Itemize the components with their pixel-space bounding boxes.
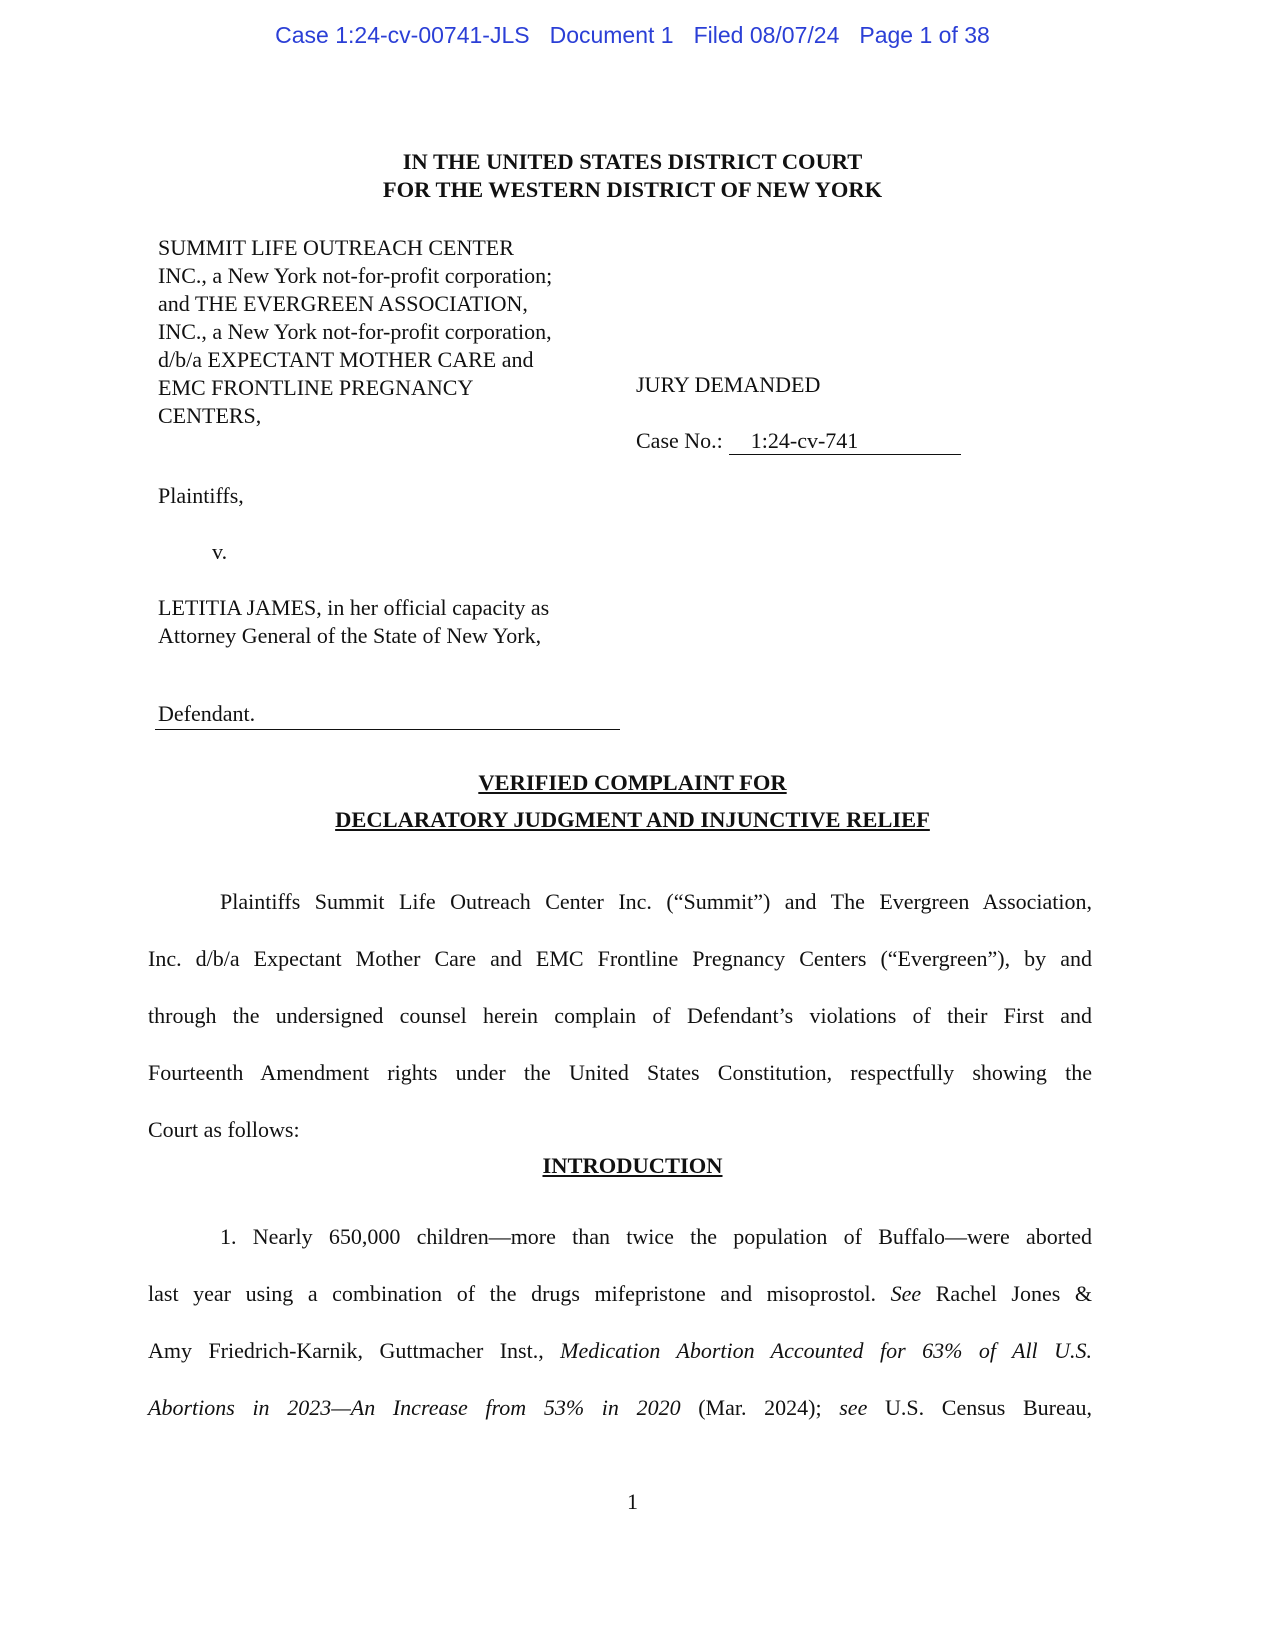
- intro-line: Fourteenth Amendment rights under the United States Constitution, respectfully showing the: [148, 1060, 1092, 1085]
- complaint-title-line1: VERIFIED COMPLAINT FOR: [478, 770, 787, 795]
- plaintiff-caption: [158, 234, 618, 430]
- intro-line: through the undersigned counsel herein complain of Defendant’s violations of their First and: [148, 1003, 1092, 1028]
- ecf-header: [0, 22, 1265, 49]
- plaintiff-line: INC., a New York not-for-profit corporation;: [158, 263, 553, 288]
- header-page-count: Page 1 of 38: [859, 22, 990, 48]
- citation-title: Abortions in 2023—An Increase from 53% in 2020: [148, 1395, 681, 1420]
- plaintiff-line: SUMMIT LIFE OUTREACH CENTER: [158, 235, 514, 260]
- plaintiff-line: and THE EVERGREEN ASSOCIATION,: [158, 291, 528, 316]
- defendant-line1: LETITIA JAMES, in her official capacity as: [158, 595, 550, 620]
- plaintiff-line: d/b/a EXPECTANT MOTHER CARE and: [158, 347, 534, 372]
- text-run: last year using a combination of the drugs mifepristone and misoprostol.: [148, 1281, 891, 1306]
- intro-line: Inc. d/b/a Expectant Mother Care and EMC Frontline Pregnancy Centers (“Evergreen”), by and: [148, 946, 1092, 971]
- intro-line: Plaintiffs Summit Life Outreach Center Inc. (“Summit”) and The Evergreen Association,: [220, 889, 1092, 914]
- paragraph-1: [148, 1208, 1092, 1436]
- header-document: Document 1: [549, 22, 674, 48]
- paragraph-line: [148, 1265, 1092, 1322]
- paragraph-line: [148, 1322, 1092, 1379]
- text-run: (Mar. 2024);: [680, 1395, 840, 1420]
- text-run: U.S. Census Bureau,: [867, 1395, 1093, 1420]
- case-number-label: Case No.:: [636, 428, 723, 453]
- defendant-line2: Attorney General of the State of New York,: [158, 623, 542, 648]
- plaintiffs-label: Plaintiffs,: [158, 483, 244, 508]
- signal-see: see: [839, 1395, 868, 1420]
- complaint-title: [0, 764, 1265, 838]
- case-number-field: [636, 428, 961, 455]
- court-heading: [0, 148, 1265, 204]
- text-run: Amy Friedrich-Karnik, Guttmacher Inst.,: [148, 1338, 561, 1363]
- page-number: 1: [627, 1489, 638, 1514]
- header-filed-date: Filed 08/07/24: [693, 22, 840, 48]
- versus-label: v.: [212, 539, 228, 564]
- intro-line: Court as follows:: [148, 1117, 300, 1142]
- intro-paragraph: [148, 873, 1092, 1158]
- jury-demanded: JURY DEMANDED: [636, 372, 821, 397]
- paragraph-line: 1. Nearly 650,000 children—more than twice the population of Buffalo—were aborted: [220, 1224, 1092, 1249]
- court-heading-line2: FOR THE WESTERN DISTRICT OF NEW YORK: [382, 177, 883, 202]
- plaintiff-line: EMC FRONTLINE PREGNANCY: [158, 375, 474, 400]
- plaintiff-line: CENTERS,: [158, 403, 262, 428]
- signal-see: See: [890, 1281, 922, 1306]
- section-heading: INTRODUCTION: [542, 1153, 723, 1178]
- text-run: Rachel Jones &: [921, 1281, 1092, 1306]
- court-heading-line1: IN THE UNITED STATES DISTRICT COURT: [402, 149, 863, 174]
- citation-title: Medication Abortion Accounted for 63% of All U.S.: [560, 1338, 1092, 1363]
- plaintiff-line: INC., a New York not-for-profit corporation,: [158, 319, 552, 344]
- complaint-title-line2: DECLARATORY JUDGMENT AND INJUNCTIVE RELIEF: [335, 807, 930, 832]
- case-number-value: 1:24-cv-741: [729, 428, 961, 455]
- defendant-label: Defendant.: [155, 701, 620, 730]
- defendant-caption: [158, 594, 618, 650]
- header-case-number: Case 1:24-cv-00741-JLS: [275, 22, 530, 48]
- paragraph-line: [148, 1379, 1092, 1436]
